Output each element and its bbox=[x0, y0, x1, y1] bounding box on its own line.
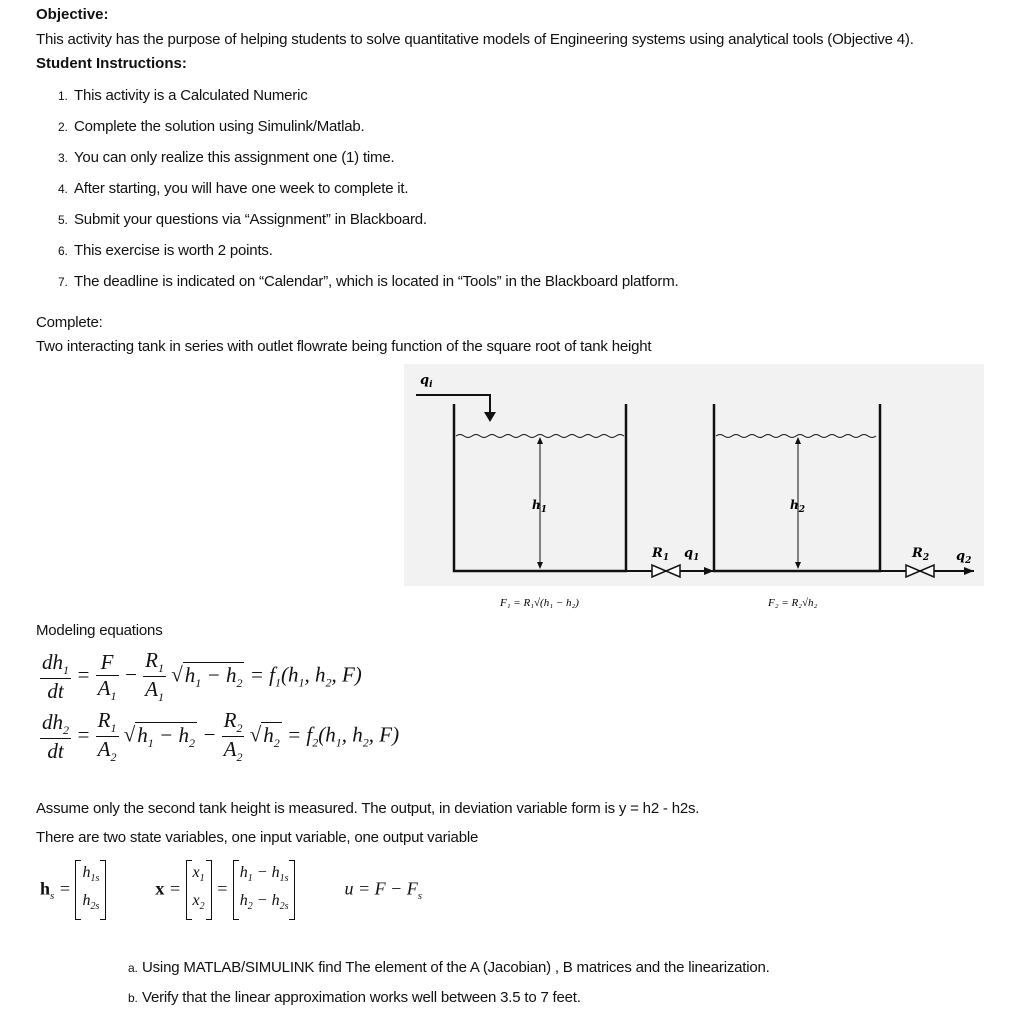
objective-heading: Objective: bbox=[36, 6, 109, 23]
list-item: 6. This exercise is worth 2 points. bbox=[58, 242, 273, 259]
list-item: 3. You can only realize this assignment one (1) time. bbox=[58, 149, 395, 166]
q1-label: $q_1$ bbox=[684, 546, 700, 563]
list-item: a. Using MATLAB/SIMULINK find The element of the A (Jacobian) , B matrices and the linearization. bbox=[128, 959, 770, 976]
f1-equation: F₁ = R₁√(h₁ − h₂) bbox=[500, 597, 579, 609]
instruction-list bbox=[58, 86, 678, 303]
tank-diagram bbox=[404, 364, 984, 614]
q2-label: $q_2$ bbox=[956, 549, 972, 566]
qi-label: $q_i$ bbox=[420, 373, 433, 390]
assumption-line1: Assume only the second tank height is measured. The output, in deviation variable form is y = h2 - h2s. bbox=[36, 800, 700, 817]
r2-label: $R_2$ bbox=[912, 546, 930, 563]
list-item: 4. After starting, you will have one week to complete it. bbox=[58, 180, 409, 197]
list-item: 1. This activity is a Calculated Numeric bbox=[58, 87, 308, 104]
r1-label: $R_1$ bbox=[652, 546, 670, 563]
task-list bbox=[128, 958, 770, 1018]
h1-label: $h_1$ bbox=[532, 498, 547, 515]
objective-text: This activity has the purpose of helping students to solve quantitative models of Engineering systems using analytical tools (Objective 4). bbox=[36, 31, 914, 48]
instructions-heading: Student Instructions: bbox=[36, 55, 187, 72]
equation-dh1: $\frac{dh_1}{dt}$ = $\frac{F}{A_1}$ − $\frac{R_1}{A_1}$ $√h_1 - h_2 = f_1(h_1$, $h_2$, F) bbox=[42, 648, 362, 705]
list-item: 2. Complete the solution using Simulink/Matlab. bbox=[58, 118, 365, 135]
list-item: 7. The deadline is indicated on “Calendar”, which is located in “Tools” in the Blackboard platform. bbox=[58, 273, 679, 290]
h2-label: $h_2$ bbox=[790, 498, 805, 515]
equation-dh2: $\frac{dh_2}{dt}$ = $\frac{R_1}{A_2}$ $√h_1 - h_2$ − $\frac{R_2}{A_2}$ $√h_2 = f_2(h_1$, $h_2$, F) bbox=[42, 708, 400, 765]
f2-equation: F₂ = R₂√h₂ bbox=[768, 597, 818, 609]
modeling-label: Modeling equations bbox=[36, 622, 163, 639]
state-definitions: $h_s$ = $h_{1s}$ $h_{2s}$ x = $x_1$ $x_2$ = $h_1 - h_{1s}$ $h_2 - h_{2s}$ $u = F - F_s$ bbox=[40, 860, 422, 920]
list-item: b. Verify that the linear approximation works well between 3.5 to 7 feet. bbox=[128, 989, 581, 1006]
assumption-line2: There are two state variables, one input variable, one output variable bbox=[36, 829, 479, 846]
list-item: 5. Submit your questions via “Assignment” in Blackboard. bbox=[58, 211, 427, 228]
complete-label: Complete: bbox=[36, 314, 103, 331]
complete-description: Two interacting tank in series with outlet flowrate being function of the square root of tank height bbox=[36, 338, 652, 355]
